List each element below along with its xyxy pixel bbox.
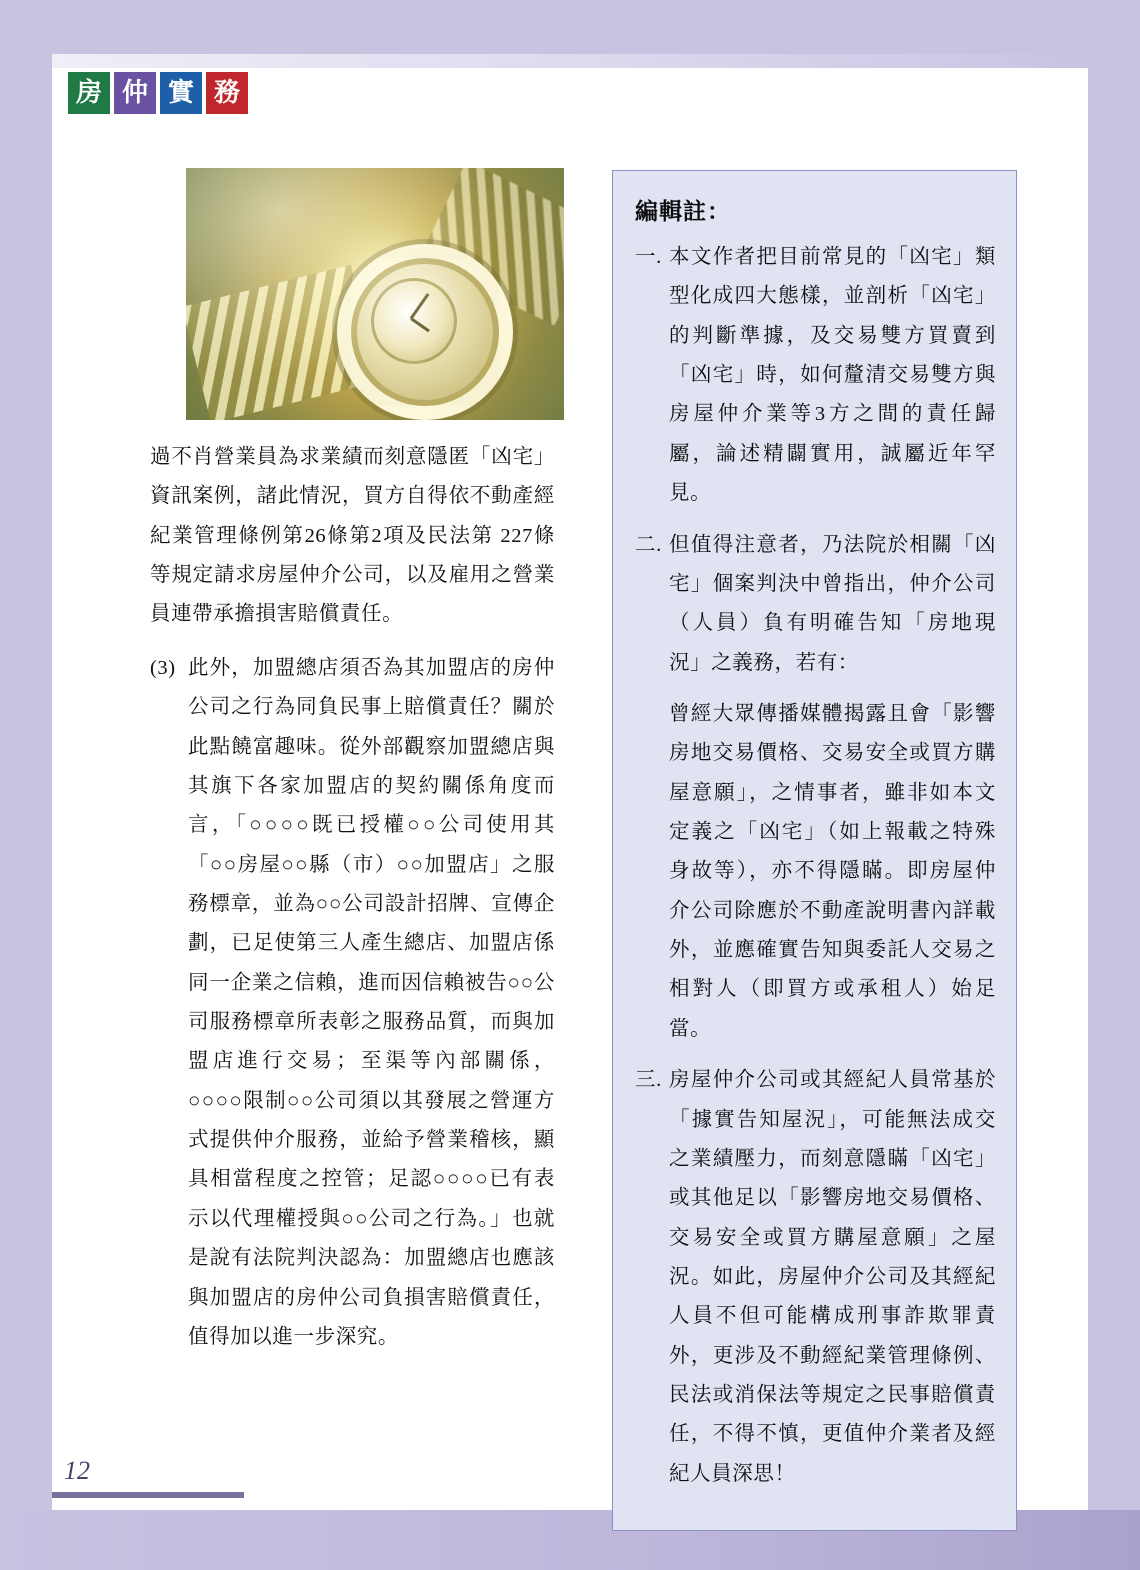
editor-note-item-2-number: 二. [635, 533, 662, 556]
editor-note-item-1 [635, 238, 996, 514]
body-paragraph-2 [150, 649, 555, 1357]
header-accent-bar [52, 54, 1088, 68]
masthead-block-2: 仲 [114, 72, 156, 114]
editor-note-box [612, 170, 1017, 1531]
decorative-band-right [1088, 0, 1140, 1570]
editor-note-title: 編輯註： [635, 199, 731, 224]
footer-rule [52, 1492, 244, 1498]
masthead-block-4: 務 [206, 72, 248, 114]
article-photo [186, 168, 564, 420]
page-number: 12 [64, 1456, 90, 1485]
editor-note-item-2-text: 但值得注意者，乃法院於相關「凶宅」個案判決中曾指出，仲介公司（人員）負有明確告知「房地現況」之義務，若有： [669, 533, 996, 674]
masthead-logo [68, 72, 248, 114]
editor-note-subparagraph: 曾經大眾傳播媒體揭露且會「影響房地交易價格、交易安全或買方購屋意願」，之情事者，雖非如本文定義之「凶宅」（如上報載之特殊身故等），亦不得隱瞞。即房屋仲介公司除應於不動產說明書內詳載外，並應確實告知與委託人交易之相對人（即買方或承租人）始足當。 [669, 702, 996, 1040]
left-column [150, 168, 555, 1357]
editor-note-item-1-text: 本文作者把目前常見的「凶宅」類型化成四大態樣，並剖析「凶宅」的判斷準據，及交易雙方買賣到「凶宅」時，如何釐清交易雙方與房屋仲介業等3方之間的責任歸屬，論述精闢實用，誠屬近年罕見。 [669, 246, 996, 505]
masthead-block-3: 實 [160, 72, 202, 114]
right-column [612, 170, 1017, 1531]
decorative-band-top [0, 0, 1140, 54]
body-paragraph-2-marker: (3) [150, 656, 176, 679]
body-paragraph-2-text: 此外，加盟總店須否為其加盟店的房仲公司之行為同負民事上賠償責任？關於此點饒富趣味。從外部觀察加盟總店與其旗下各家加盟店的契約關係角度而言，「○○○○既已授權○○公司使用其「○○房屋○○縣（市）○○加盟店」之服務標章，並為○○公司設計招牌、宣傳企劃，已足使第三人產生總店、加盟店係同一企業之信賴，進而因信賴被告○○公司服務標章所表彰之服務品質，而與加盟店進行交易；至渠等內部關係，○○○○限制○○公司須以其發展之營運方式提供仲介服務，並給予營業稽核，顯具相當程度之控管；足認○○○○已有表示以代理權授與○○公司之行為。」也就是說有法院判決認為：加盟總店也應該與加盟店的房仲公司負損害賠償責任，值得加以進一步深究。 [188, 656, 555, 1348]
editor-note-item-3-text: 房屋仲介公司或其經紀人員常基於「據實告知屋況」，可能無法成交之業績壓力，而刻意隱瞞「凶宅」或其他足以「影響房地交易價格、交易安全或買方購屋意願」之屋況。如此，房屋仲介公司及其經紀人員不但可能構成刑事詐欺罪責外，更涉及不動經紀業管理條例、民法或消保法等規定之民事賠償責任，不得不慎，更值仲介業者及經紀人員深思！ [669, 1069, 996, 1485]
decorative-band-left [0, 0, 52, 1570]
photo-highlight [186, 168, 564, 420]
masthead-block-1: 房 [68, 72, 110, 114]
editor-note-item-2 [635, 526, 996, 683]
editor-note-item-1-number: 一. [635, 246, 662, 268]
body-paragraph-1: 過不肖營業員為求業績而刻意隱匿「凶宅」資訊案例，諸此情況，買方自得依不動產經紀業管理條例第26條第2項及民法第 227條等規定請求房屋仲介公司，以及雇用之營業員連帶承擔損害賠償責任。 [150, 446, 555, 626]
editor-note-item-3-number: 三. [635, 1069, 662, 1092]
editor-note-item-3 [635, 1061, 996, 1494]
